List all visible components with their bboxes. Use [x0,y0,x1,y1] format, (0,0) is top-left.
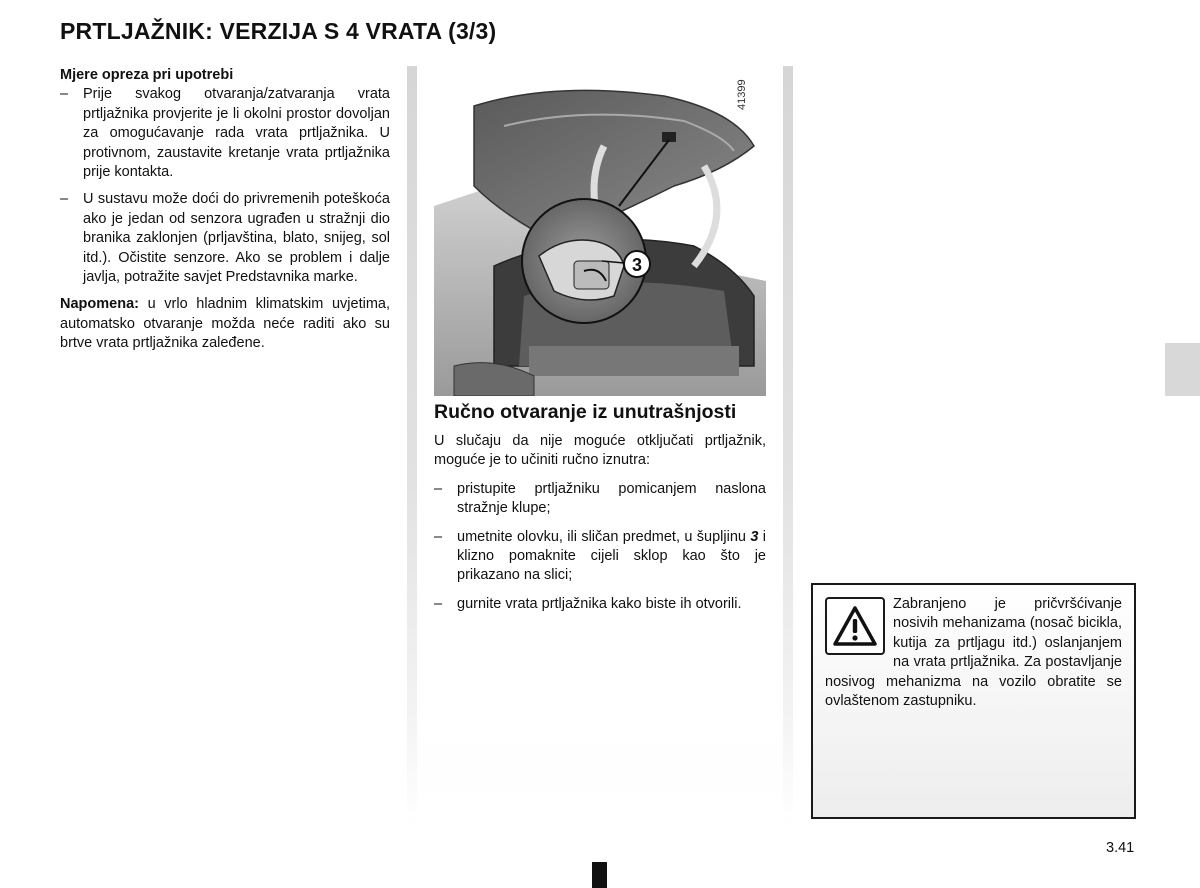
section-heading: Ručno otvaranje iz unutrašnjosti [434,401,737,423]
figure-code: 41399 [736,79,748,110]
precaution-item: – Prije svakog otvaranja/zatvaranja vrata prtljažnika provjerite je li okolni prostor dovoljan za omogućavanje rada vrata prtljažnika. U protivnom, zaustavite kretanje vrata prtljažnika prije kontakta. [60,85,390,182]
warning-box [811,583,1136,819]
step-item: – gurnite vrata prtljažnika kako biste ih otvorili. [434,595,766,614]
middle-column-text [434,432,766,623]
precaution-item: – U sustavu može doći do privremenih poteškoća ako je jedan od senzora ugrađen u stražnji dio branika zaklonjen (prljavština, blato, snijeg, sol itd.). Očistite senzore. Ako se problem i dalje javlja, potražite savjet Predstavnika marke. [60,190,390,287]
precautions-heading: Mjere opreza pri upotrebi [60,67,234,83]
step-text: i klizno pomaknite cijeli sklop kao što je prikazano na slici; [457,528,766,584]
step-item [434,528,766,586]
warning-text: Zabranjeno je pričvršćivanje nosivih mehanizama (nosač bicikla, kutija za prtljagu itd.) oslanjanjem na vrata prtljažnika. Za postavljanje nosivog mehanizma na vozilo obratite se ovlaštenom zastupniku. [825,596,1122,710]
page-number: 3.41 [1106,840,1135,856]
page-marker [592,862,607,888]
page-title: PRTLJAŽNIK: VERZIJA S 4 VRATA (3/3) [60,18,497,44]
left-column [60,66,390,354]
callout-reference: 3 [750,528,759,545]
warning-triangle-icon [825,597,885,655]
steps-list [434,480,766,614]
step-text: umetnite olovku, ili sličan predmet, u šupljinu [457,528,751,545]
note-paragraph [60,295,390,353]
trunk-illustration [434,66,766,396]
note-label: Napomena: [60,296,139,313]
precautions-list [60,85,390,287]
step-item: – pristupite prtljažniku pomicanjem naslona stražnje klupe; [434,480,766,519]
intro-paragraph: U slučaju da nije moguće otključati prtljažnik, moguće je to učiniti ručno iznutra: [434,433,766,469]
chapter-tab [1165,343,1200,396]
note-text: u vrlo hladnim klimatskim uvjetima, automatsko otvaranje možda neće raditi ako su brtve vrata prtljažnika zaleđene. [60,296,390,352]
trunk-illustration-svg [434,66,766,396]
callout-3-label: 3 [631,255,643,275]
